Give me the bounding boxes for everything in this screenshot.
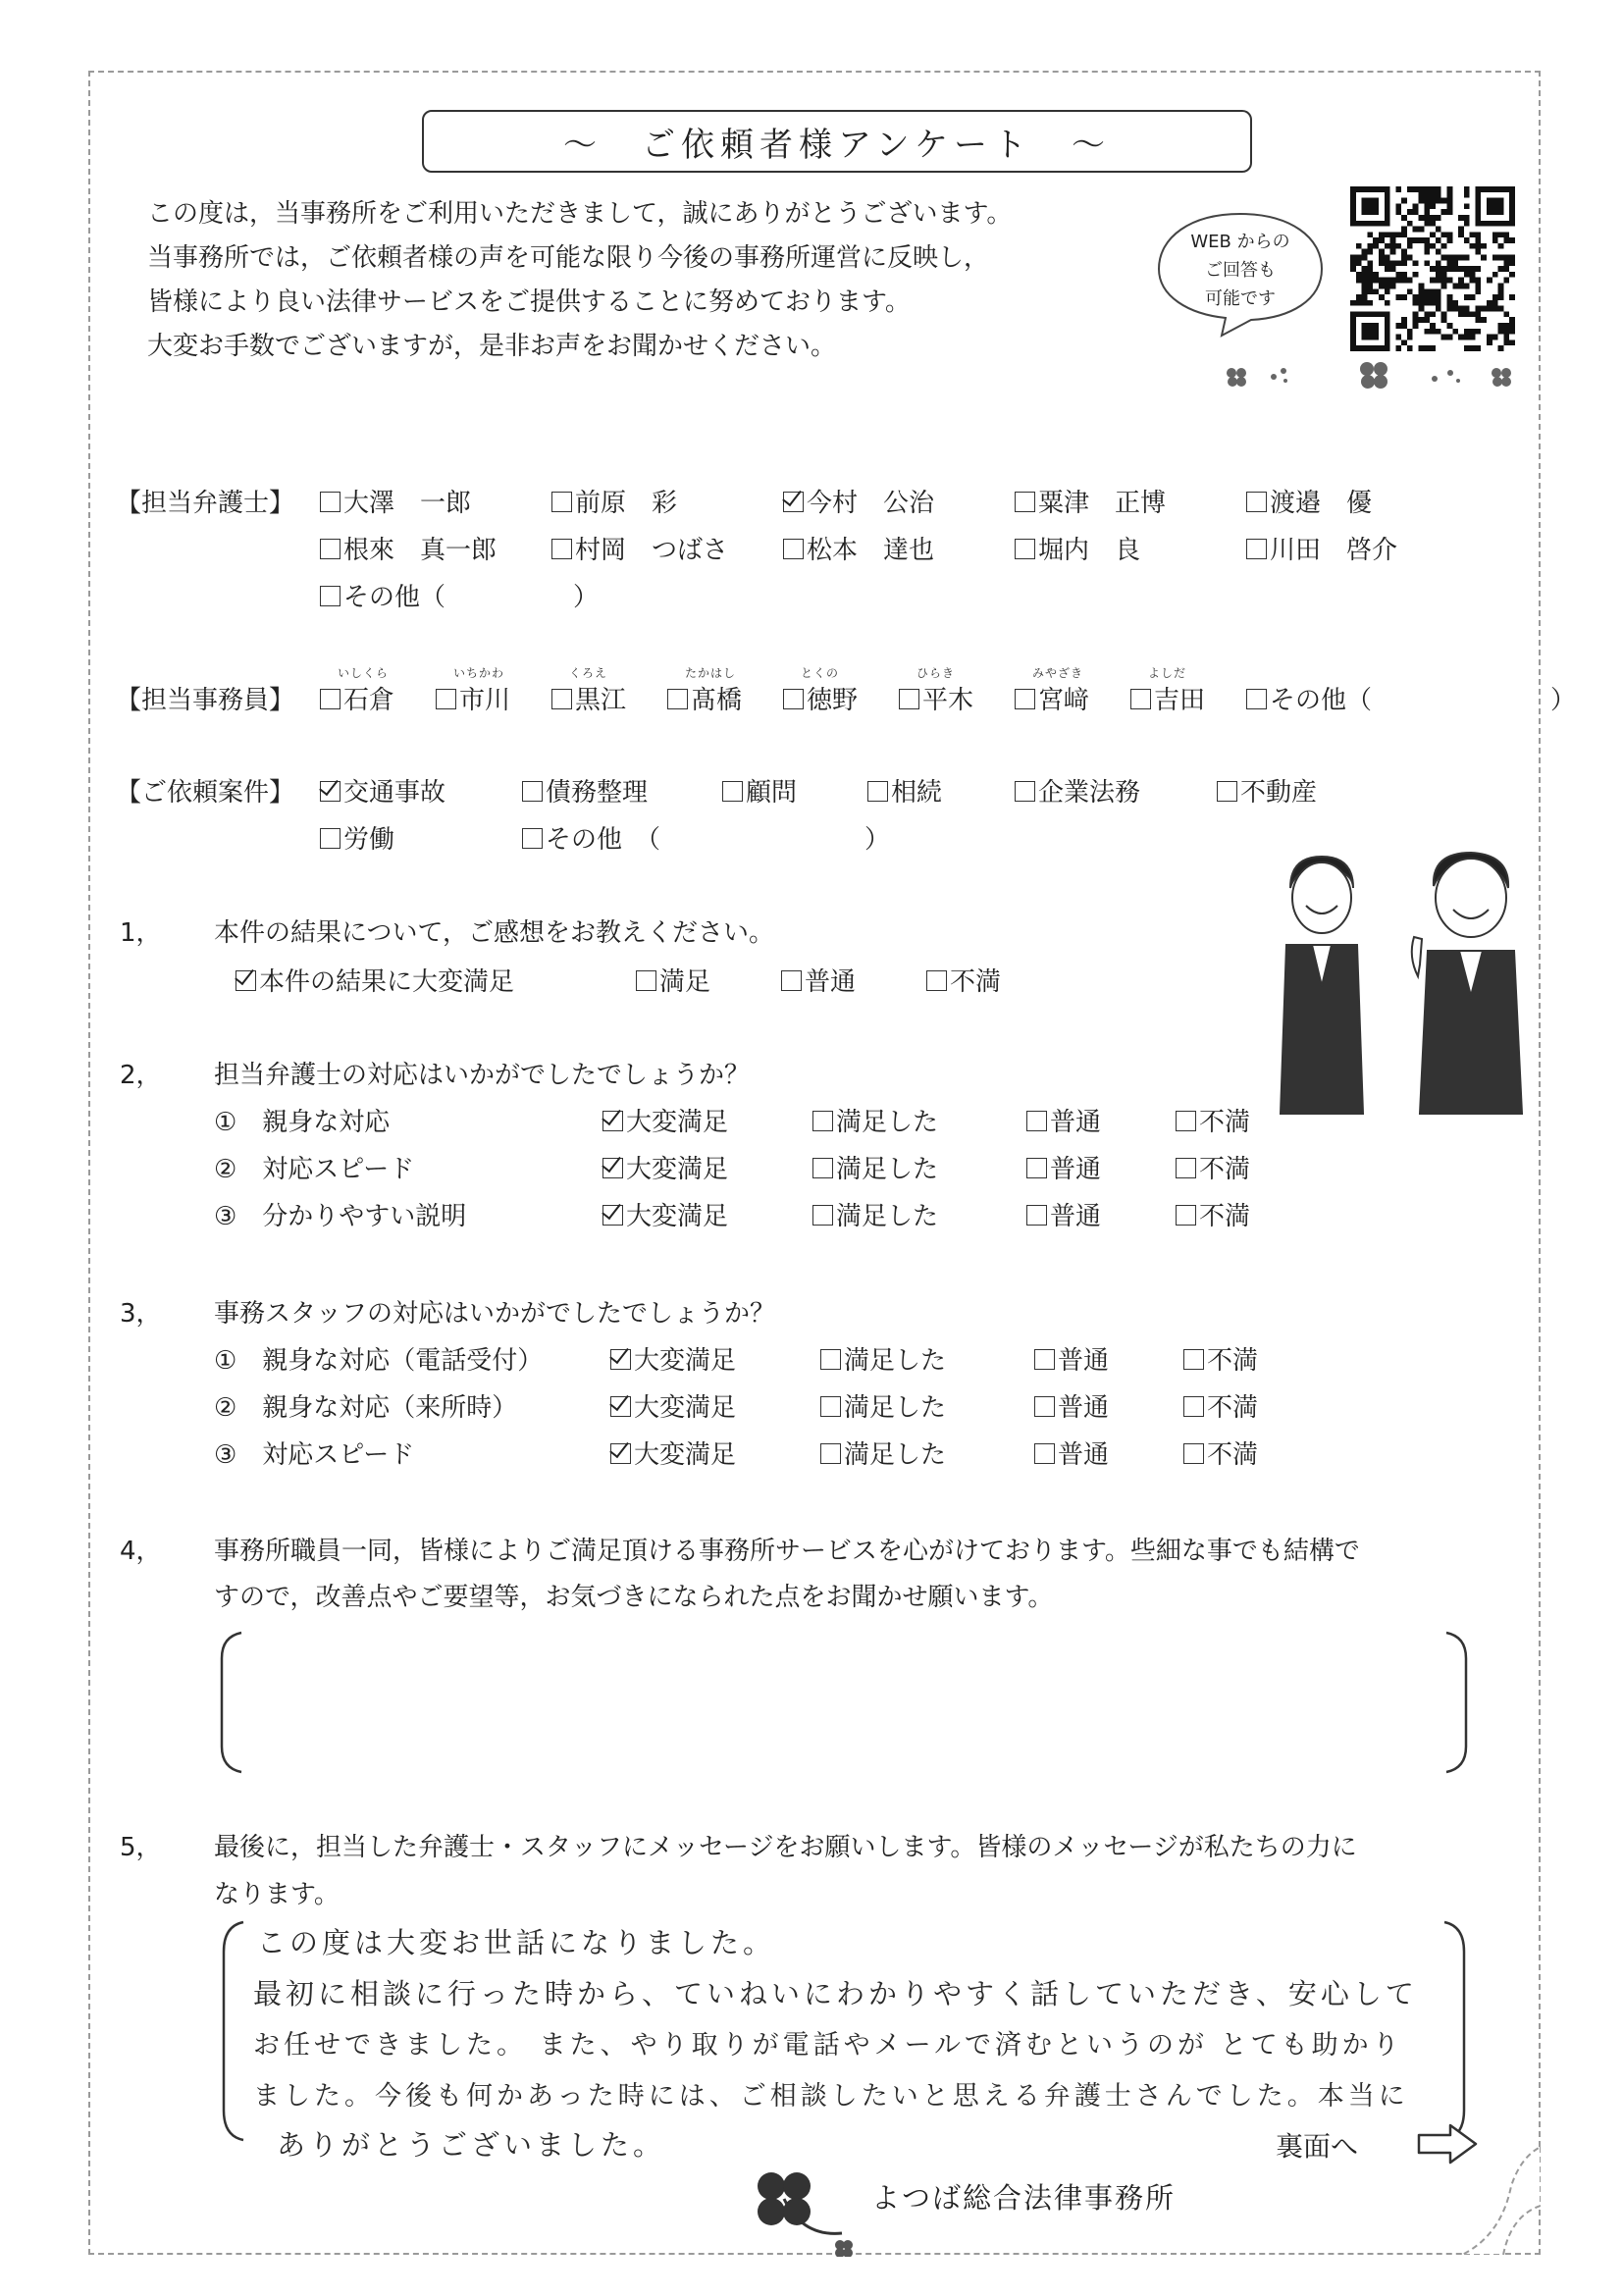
lawyer-option[interactable] (1015, 530, 1140, 566)
case-type-option[interactable] (320, 772, 445, 809)
staff-name-ruby: とくの (801, 666, 840, 680)
q2-item-label: ③ 分かりやすい説明 (214, 1202, 467, 1231)
q1-option[interactable] (236, 962, 514, 998)
staff-section-label: 【担当事務員】 (116, 686, 295, 715)
q5-answer-line: ありがとうございました。 (277, 2128, 666, 2162)
q3-choice-label: 満足した (844, 1346, 947, 1376)
q5-number: 5， (120, 1833, 162, 1862)
checkbox[interactable] (1183, 1443, 1204, 1464)
q4-text-line: すので，改善点やご要望等，お気づきになられた点をお聞かせ願います。 (214, 1583, 1054, 1612)
staff-option[interactable] (783, 680, 858, 716)
checkbox[interactable] (867, 781, 888, 802)
q1-option-label: 不満 (950, 967, 1002, 997)
staff-name-ruby: たかはし (685, 666, 737, 680)
checkbox[interactable] (722, 781, 743, 802)
checkbox[interactable] (551, 689, 572, 709)
q4-number: 4， (120, 1537, 162, 1566)
checkbox[interactable] (522, 781, 543, 802)
q3-choice[interactable] (820, 1340, 946, 1377)
q2-choice-label: 大変満足 (626, 1202, 729, 1231)
checkbox[interactable] (820, 1349, 841, 1370)
intro-line: この度は，当事務所をご利用いただきまして，誠にありがとうございます。 (147, 199, 1013, 229)
next-page-label[interactable]: 裏面へ (1276, 2130, 1359, 2163)
lawyer-option[interactable] (320, 483, 471, 519)
case-type-option-label: 労働 (343, 825, 395, 855)
survey-title: 〜 ご依頼者様アンケート 〜 (422, 110, 1252, 173)
checkbox[interactable] (1015, 781, 1035, 802)
staff-option-label: 石倉 (343, 686, 395, 715)
clover-decoration-icon (1217, 355, 1531, 394)
q3-choice-label: 不満 (1207, 1346, 1259, 1376)
q2-choice-label: 満足した (836, 1108, 939, 1137)
staff-option[interactable] (551, 680, 626, 716)
lawyer-option[interactable] (551, 530, 728, 566)
staff-option-label: 黒江 (575, 686, 627, 715)
checkbox-checked[interactable] (602, 1158, 623, 1178)
staff-option-label: 平木 (922, 686, 974, 715)
q1-text: 本件の結果について，ご感想をお教えください。 (214, 918, 774, 948)
checkbox[interactable] (1034, 1349, 1055, 1370)
checkbox-checked[interactable] (236, 970, 256, 991)
lawyer-option-label: 渡邉 優 (1270, 489, 1373, 518)
q2-choice[interactable] (812, 1149, 938, 1185)
q2-choice[interactable] (602, 1102, 728, 1138)
case-type-option[interactable] (522, 819, 890, 856)
checkbox[interactable] (667, 689, 688, 709)
q2-choice[interactable] (1176, 1102, 1250, 1138)
intro-line: 大変お手数でございますが，是非お声をお聞かせください。 (147, 332, 837, 361)
q3-item-label: ③ 対応スピード (214, 1440, 415, 1470)
staff-option[interactable] (320, 680, 394, 716)
case-type-option-label: 不動産 (1240, 778, 1318, 808)
q5-answer-line: 最初に相談に行った時から、ていねいにわかりやすく話していただき、安心して (253, 1977, 1418, 2010)
q2-choice[interactable] (1026, 1149, 1101, 1185)
checkbox[interactable] (926, 970, 947, 991)
staff-name-ruby: ひらき (916, 666, 956, 680)
q2-item-label: ① 親身な対応 (214, 1108, 391, 1137)
q3-choice[interactable] (610, 1387, 736, 1424)
staff-option-label: 吉田 (1154, 686, 1206, 715)
case-type-option[interactable] (1015, 772, 1140, 809)
q2-number: 2， (120, 1061, 162, 1090)
q3-choice-label: 大変満足 (634, 1346, 737, 1376)
q4-text-line: 事務所職員一同，皆様によりご満足頂ける事務所サービスを心がけております。些細な事でも結構で (214, 1537, 1360, 1566)
lawyer-option-label: 前原 彩 (575, 489, 678, 518)
q2-choice[interactable] (1026, 1102, 1101, 1138)
intro-line: 皆様により良い法律サービスをご提供することに努めております。 (147, 287, 911, 317)
checkbox[interactable] (812, 1158, 833, 1178)
checkbox-checked[interactable] (610, 1349, 631, 1370)
q3-choice[interactable] (1034, 1340, 1109, 1377)
lawyer-option[interactable] (783, 530, 934, 566)
lawyer-option-label: 大澤 一郎 (343, 489, 472, 518)
q1-option-label: 満足 (659, 967, 711, 997)
q3-choice[interactable] (820, 1387, 946, 1424)
staff-option-label: 市川 (459, 686, 511, 715)
checkbox[interactable] (783, 539, 804, 559)
q5-answer-line: ました。今後も何かあった時には、ご相談したいと思える弁護士さんでした。本当に (253, 2081, 1409, 2112)
case-type-option-label: 交通事故 (343, 778, 446, 808)
case-type-option-label: 企業法務 (1038, 778, 1141, 808)
lawyer-option[interactable] (783, 483, 934, 519)
q2-choice-label: 普通 (1050, 1108, 1102, 1137)
staff-name-ruby: いちかわ (453, 666, 505, 680)
staff-option[interactable] (899, 680, 973, 716)
q3-choice[interactable] (1183, 1435, 1258, 1471)
checkbox[interactable] (1176, 1111, 1196, 1131)
web-note-line: WEB からの (1190, 232, 1290, 252)
staff-name-ruby: いしくら (338, 666, 390, 680)
lawyer-option-label: 根來 真一郎 (343, 536, 497, 565)
q3-choice-label: 普通 (1058, 1346, 1110, 1376)
lawyer-option[interactable] (551, 483, 677, 519)
q3-choice-label: 普通 (1058, 1393, 1110, 1423)
q5-answer-line: この度は大変お世話になりました。 (257, 1926, 776, 1959)
case-type-option-label: その他 （ ） (546, 825, 891, 855)
checkbox-checked[interactable] (783, 492, 804, 512)
q5-text-line: なります。 (214, 1880, 340, 1909)
q2-choice-label: 不満 (1199, 1202, 1251, 1231)
q2-choice[interactable] (1176, 1149, 1250, 1185)
checkbox[interactable] (820, 1443, 841, 1464)
q2-choice-label: 満足した (836, 1202, 939, 1231)
q3-choice[interactable] (1034, 1435, 1109, 1471)
checkbox[interactable] (1176, 1205, 1196, 1226)
q3-choice-label: 満足した (844, 1440, 947, 1470)
q3-choice-label: 不満 (1207, 1440, 1259, 1470)
intro-line: 当事務所では，ご依頼者様の声を可能な限り今後の事務所運営に反映し， (147, 243, 990, 273)
checkbox[interactable] (551, 492, 572, 512)
q2-text: 担当弁護士の対応はいかがでしたでしょうか？ (214, 1061, 751, 1090)
checkbox[interactable] (812, 1111, 833, 1131)
checkbox[interactable] (320, 689, 340, 709)
q2-choice-label: 不満 (1199, 1108, 1251, 1137)
checkbox-checked[interactable] (610, 1443, 631, 1464)
lawyer-option-label: 粟津 正博 (1038, 489, 1167, 518)
q2-choice[interactable] (1176, 1196, 1250, 1232)
checkbox[interactable] (1246, 689, 1267, 709)
staff-name-ruby: みやざき (1032, 666, 1084, 680)
checkbox[interactable] (522, 828, 543, 849)
checkbox[interactable] (1026, 1111, 1047, 1131)
lawyer-option[interactable] (320, 577, 599, 613)
case-type-option[interactable] (1217, 772, 1317, 809)
web-note-line: 可能です (1205, 288, 1276, 309)
staff-name-ruby: くろえ (569, 666, 608, 680)
checkbox[interactable] (320, 828, 340, 849)
checkbox[interactable] (1217, 781, 1237, 802)
q3-choice-label: 大変満足 (634, 1393, 737, 1423)
staff-option-label: その他（ ） (1270, 686, 1577, 715)
q3-choice-label: 不満 (1207, 1393, 1259, 1423)
q3-choice-label: 満足した (844, 1393, 947, 1423)
checkbox-checked[interactable] (602, 1205, 623, 1226)
q3-number: 3， (120, 1299, 162, 1329)
q2-choice[interactable] (602, 1196, 728, 1232)
checkbox[interactable] (551, 539, 572, 559)
case-type-option[interactable] (320, 819, 394, 856)
q3-choice[interactable] (1183, 1340, 1258, 1377)
lawyer-section-label: 【担当弁護士】 (116, 489, 295, 518)
firm-name: よつば総合法律事務所 (871, 2181, 1177, 2215)
checkbox[interactable] (783, 689, 804, 709)
checkbox[interactable] (899, 689, 919, 709)
qr-code-icon[interactable] (1350, 186, 1515, 351)
q1-option-label: 普通 (805, 967, 857, 997)
case-type-option-label: 顧問 (746, 778, 798, 808)
lawyer-illustration (1261, 849, 1545, 1123)
q3-item-label: ① 親身な対応（電話受付） (214, 1346, 544, 1376)
q1-number: 1， (120, 918, 162, 948)
q5-text-line: 最後に，担当した弁護士・スタッフにメッセージをお願いします。皆様のメッセージが私たちの力に (214, 1833, 1357, 1862)
q2-choice-label: 不満 (1199, 1155, 1251, 1184)
checkbox-checked[interactable] (602, 1111, 623, 1131)
q3-choice[interactable] (610, 1340, 736, 1377)
q2-choice-label: 普通 (1050, 1155, 1102, 1184)
lawyer-option-label: 松本 達也 (807, 536, 935, 565)
checkbox[interactable] (1183, 1349, 1204, 1370)
case-type-option[interactable] (867, 772, 942, 809)
lawyer-option-label: その他（ ） (343, 583, 600, 612)
lawyer-option[interactable] (1246, 483, 1372, 519)
q2-choice[interactable] (812, 1102, 938, 1138)
q2-choice-label: 満足した (836, 1155, 939, 1184)
checkbox[interactable] (1015, 689, 1035, 709)
case-section-label: 【ご依頼案件】 (116, 778, 295, 808)
q3-choice[interactable] (1034, 1387, 1109, 1424)
staff-option[interactable] (1246, 680, 1576, 716)
checkbox[interactable] (781, 970, 802, 991)
q3-choice-label: 大変満足 (634, 1440, 737, 1470)
lawyer-option[interactable] (1246, 530, 1397, 566)
arrow-right-icon[interactable] (1415, 2121, 1480, 2166)
q3-choice[interactable] (1183, 1387, 1258, 1424)
staff-option-label: 髙橋 (691, 686, 743, 715)
q3-item-label: ② 親身な対応（来所時） (214, 1393, 518, 1423)
case-type-option-label: 債務整理 (546, 778, 649, 808)
lawyer-option-label: 今村 公治 (807, 489, 935, 518)
q3-text: 事務スタッフの対応はいかがでしたでしょうか？ (214, 1299, 776, 1329)
checkbox[interactable] (1026, 1205, 1047, 1226)
lawyer-option-label: 村岡 つばさ (575, 536, 729, 565)
checkbox[interactable] (636, 970, 656, 991)
q2-item-label: ② 対応スピード (214, 1155, 415, 1184)
q2-choice-label: 大変満足 (626, 1155, 729, 1184)
checkbox[interactable] (320, 586, 340, 606)
intro-text (147, 192, 1168, 369)
checkbox[interactable] (1183, 1396, 1204, 1417)
q2-choice[interactable] (602, 1149, 728, 1185)
checkbox[interactable] (1015, 539, 1035, 559)
staff-option-label: 宮﨑 (1038, 686, 1090, 715)
lawyer-option-label: 堀内 良 (1038, 536, 1141, 565)
lawyer-option[interactable] (320, 530, 497, 566)
web-note-line: ご回答も (1205, 260, 1276, 281)
checkbox[interactable] (812, 1205, 833, 1226)
q2-choice-label: 普通 (1050, 1202, 1102, 1231)
checkbox[interactable] (1246, 539, 1267, 559)
checkbox[interactable] (1130, 689, 1151, 709)
q1-option[interactable] (636, 962, 710, 998)
lawyer-option[interactable] (1015, 483, 1166, 519)
clover-logo-icon (744, 2168, 862, 2257)
checkbox[interactable] (320, 539, 340, 559)
staff-name-ruby: よしだ (1148, 666, 1187, 680)
staff-option[interactable] (1130, 680, 1205, 716)
staff-option[interactable] (436, 680, 510, 716)
staff-option[interactable] (667, 680, 742, 716)
checkbox[interactable] (1246, 492, 1267, 512)
q1-option-label: 本件の結果に大変満足 (259, 967, 515, 997)
q1-option[interactable] (926, 962, 1001, 998)
case-type-option[interactable] (522, 772, 648, 809)
q3-choice[interactable] (820, 1435, 946, 1471)
staff-option-label: 徳野 (807, 686, 859, 715)
checkbox[interactable] (320, 492, 340, 512)
checkbox[interactable] (1034, 1396, 1055, 1417)
q2-choice-label: 大変満足 (626, 1108, 729, 1137)
q1-option[interactable] (781, 962, 856, 998)
checkbox-checked[interactable] (320, 781, 340, 802)
checkbox[interactable] (1176, 1158, 1196, 1178)
web-answer-note (1161, 228, 1320, 313)
q2-choice[interactable] (812, 1196, 938, 1232)
checkbox-checked[interactable] (610, 1396, 631, 1417)
case-type-option-label: 相続 (891, 778, 943, 808)
q3-choice[interactable] (610, 1435, 736, 1471)
q5-answer-line: お任せできました。 また、やり取りが電話やメールで済むというのが とても助かり (253, 2030, 1403, 2061)
checkbox[interactable] (1015, 492, 1035, 512)
q3-choice-label: 普通 (1058, 1440, 1110, 1470)
q2-choice[interactable] (1026, 1196, 1101, 1232)
q4-answer-box[interactable] (216, 1629, 1472, 1776)
staff-option[interactable] (1015, 680, 1089, 716)
lawyer-option-label: 川田 啓介 (1270, 536, 1398, 565)
checkbox[interactable] (820, 1396, 841, 1417)
case-type-option[interactable] (722, 772, 797, 809)
checkbox[interactable] (1034, 1443, 1055, 1464)
checkbox[interactable] (436, 689, 456, 709)
checkbox[interactable] (1026, 1158, 1047, 1178)
